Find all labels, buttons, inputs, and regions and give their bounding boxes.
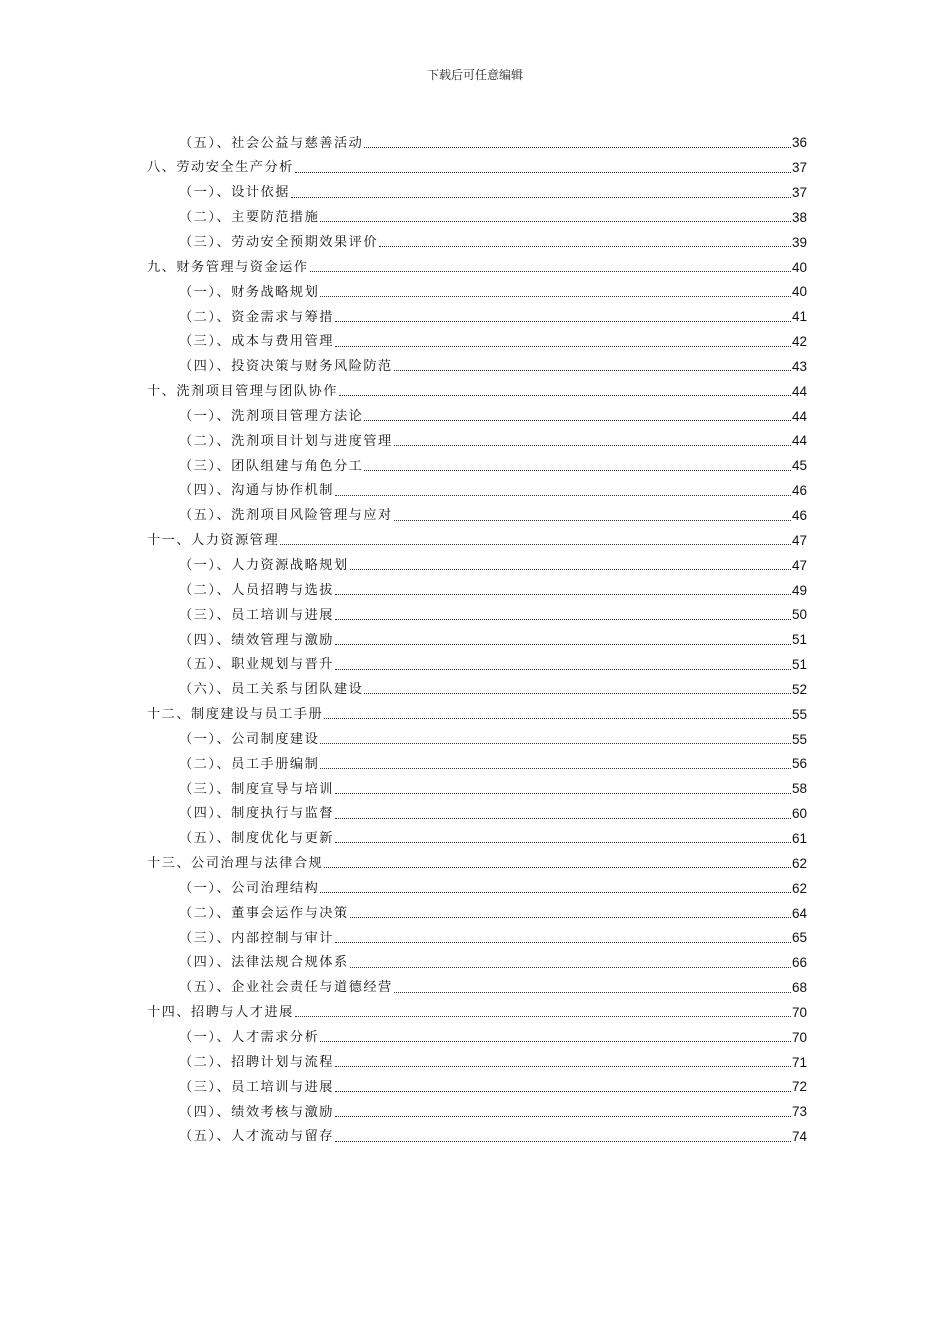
toc-page-number: 40 [791, 284, 807, 300]
toc-page-number: 70 [791, 1029, 807, 1045]
toc-entry-title: （三）、团队组建与角色分工 [179, 458, 364, 474]
toc-section-entry[interactable] [147, 721, 807, 746]
toc-section-entry[interactable] [147, 1119, 807, 1144]
toc-entry-title: （三）、劳动安全预期效果评价 [179, 235, 379, 251]
toc-section-entry[interactable] [147, 920, 807, 945]
toc-dot-leader [335, 619, 791, 620]
toc-dot-leader [335, 495, 791, 496]
toc-page-number: 50 [791, 607, 807, 623]
toc-dot-leader [364, 420, 791, 421]
toc-entry-title: 十四、招聘与人才进展 [147, 1005, 294, 1021]
toc-dot-leader [335, 644, 791, 645]
toc-page-number: 47 [791, 532, 807, 548]
toc-entry-title: （一）、人力资源战略规划 [179, 557, 349, 573]
toc-entry-title: （三）、员工培训与进展 [179, 607, 334, 623]
toc-page-number: 42 [791, 334, 807, 350]
toc-page-number: 36 [791, 135, 807, 151]
toc-page-number: 61 [791, 830, 807, 846]
toc-section-entry[interactable] [147, 398, 807, 423]
toc-page-number: 46 [791, 508, 807, 523]
toc-section-entry[interactable] [147, 498, 807, 523]
toc-page-number: 65 [791, 930, 807, 946]
toc-entry-title: （四）、制度执行与监督 [179, 806, 334, 822]
toc-section-entry[interactable] [147, 1094, 807, 1119]
toc-dot-leader [364, 470, 791, 471]
toc-section-entry[interactable] [147, 200, 807, 225]
toc-section-entry[interactable] [147, 647, 807, 672]
toc-section-entry[interactable] [147, 1019, 807, 1044]
toc-page-number: 40 [791, 259, 807, 275]
toc-page-number: 55 [791, 731, 807, 747]
toc-page-number: 55 [791, 706, 807, 722]
toc-section-entry[interactable] [147, 473, 807, 498]
toc-section-entry[interactable] [147, 349, 807, 374]
toc-dot-leader [320, 892, 791, 893]
toc-section-entry[interactable] [147, 572, 807, 597]
toc-dot-leader [320, 221, 791, 222]
toc-dot-leader [335, 1116, 791, 1117]
toc-page-number: 43 [791, 358, 807, 374]
toc-section-entry[interactable] [147, 597, 807, 622]
toc-entry-title: （一）、洗剂项目管理方法论 [179, 408, 364, 424]
toc-dot-leader [335, 1141, 791, 1142]
toc-entry-title: （五）、社会公益与慈善活动 [179, 135, 364, 151]
toc-chapter-entry[interactable] [147, 995, 807, 1020]
toc-entry-title: （二）、资金需求与筹措 [179, 309, 334, 325]
toc-section-entry[interactable] [147, 622, 807, 647]
toc-section-entry[interactable] [147, 547, 807, 572]
toc-page-number: 72 [791, 1079, 807, 1095]
toc-section-entry[interactable] [147, 423, 807, 448]
toc-page-number: 47 [791, 557, 807, 573]
toc-dot-leader [335, 1066, 791, 1067]
toc-chapter-entry[interactable] [147, 373, 807, 398]
table-of-contents [147, 125, 807, 1144]
toc-entry-title: （四）、绩效考核与激励 [179, 1104, 334, 1120]
toc-entry-title: （五）、洗剂项目风险管理与应对 [179, 508, 393, 524]
toc-entry-title: （二）、员工手册编制 [179, 756, 320, 772]
toc-entry-title: （六）、员工关系与团队建设 [179, 682, 364, 698]
toc-page-number: 70 [791, 1004, 807, 1020]
toc-dot-leader [335, 842, 791, 843]
toc-page-number: 51 [791, 632, 807, 648]
toc-chapter-entry[interactable] [147, 523, 807, 548]
toc-entry-title: （二）、洗剂项目计划与进度管理 [179, 433, 393, 449]
toc-section-entry[interactable] [147, 746, 807, 771]
toc-dot-leader [324, 867, 791, 868]
toc-dot-leader [291, 197, 791, 198]
page-header-note: 下载后可任意编辑 [426, 68, 523, 82]
toc-dot-leader [335, 346, 791, 347]
toc-entry-title: （一）、财务战略规划 [179, 284, 320, 300]
toc-section-entry[interactable] [147, 224, 807, 249]
toc-page-number: 39 [791, 234, 807, 250]
toc-page-number: 64 [791, 905, 807, 921]
toc-dot-leader [364, 693, 791, 694]
toc-entry-title: 九、财务管理与资金运作 [147, 259, 309, 275]
toc-page-number: 37 [791, 160, 807, 176]
toc-page-number: 52 [791, 681, 807, 697]
toc-entry-title: （一）、设计依据 [179, 185, 290, 201]
toc-entry-title: 十三、公司治理与法律合规 [147, 856, 324, 872]
toc-dot-leader [335, 321, 791, 322]
toc-entry-title: （五）、企业社会责任与道德经营 [179, 980, 393, 996]
toc-entry-title: （四）、沟通与协作机制 [179, 483, 334, 499]
toc-entry-title: （三）、员工培训与进展 [179, 1079, 334, 1095]
toc-section-entry[interactable] [147, 895, 807, 920]
toc-dot-leader [350, 917, 791, 918]
toc-page-number: 74 [791, 1129, 807, 1145]
toc-entry-title: （二）、招聘计划与流程 [179, 1054, 334, 1070]
toc-section-entry[interactable] [147, 1069, 807, 1094]
toc-dot-leader [320, 768, 791, 769]
toc-chapter-entry[interactable] [147, 150, 807, 175]
toc-entry-title: 十二、制度建设与员工手册 [147, 707, 324, 723]
toc-entry-title: （五）、职业规划与晋升 [179, 657, 334, 673]
toc-entry-title: （一）、人才需求分析 [179, 1030, 320, 1046]
toc-dot-leader [310, 271, 791, 272]
toc-dot-leader [379, 246, 791, 247]
toc-dot-leader [320, 296, 791, 297]
toc-page-number: 68 [791, 980, 807, 996]
toc-dot-leader [350, 569, 791, 570]
toc-entry-title: （二）、董事会运作与决策 [179, 905, 349, 921]
toc-dot-leader [335, 1091, 791, 1092]
toc-section-entry[interactable] [147, 274, 807, 299]
toc-page-number: 45 [791, 458, 807, 474]
toc-page-number: 38 [791, 209, 807, 225]
toc-entry-title: （四）、投资决策与财务风险防范 [179, 359, 393, 375]
toc-entry-title: 十、洗剂项目管理与团队协作 [147, 384, 338, 400]
toc-section-entry[interactable] [147, 672, 807, 697]
toc-page-number: 37 [791, 185, 807, 201]
toc-section-entry[interactable] [147, 970, 807, 995]
toc-entry-title: （三）、制度宣导与培训 [179, 781, 334, 797]
toc-entry-title: （二）、人员招聘与选拔 [179, 582, 334, 598]
toc-page-number: 60 [791, 806, 807, 822]
toc-page-number: 51 [791, 657, 807, 673]
toc-section-entry[interactable] [147, 1044, 807, 1069]
toc-section-entry[interactable] [147, 945, 807, 970]
toc-dot-leader [394, 370, 791, 371]
toc-page-number: 41 [791, 309, 807, 325]
toc-section-entry[interactable] [147, 870, 807, 895]
toc-entry-title: （四）、绩效管理与激励 [179, 632, 334, 648]
toc-page-number: 44 [791, 383, 807, 399]
toc-dot-leader [295, 1016, 791, 1017]
toc-dot-leader [335, 793, 791, 794]
toc-section-entry[interactable] [147, 448, 807, 473]
toc-dot-leader [339, 395, 791, 396]
toc-section-entry[interactable] [147, 125, 807, 150]
toc-page-number: 66 [791, 955, 807, 971]
toc-entry-title: （一）、公司制度建设 [179, 731, 320, 747]
toc-entry-title: 十一、人力资源管理 [147, 533, 280, 549]
toc-chapter-entry[interactable] [147, 249, 807, 274]
toc-entry-title: 八、劳动安全生产分析 [147, 160, 294, 176]
toc-page-number: 71 [791, 1054, 807, 1070]
toc-page-number: 73 [791, 1104, 807, 1120]
toc-dot-leader [350, 967, 791, 968]
toc-dot-leader [364, 147, 791, 148]
toc-page-number: 62 [791, 855, 807, 871]
toc-entry-title: （一）、公司治理结构 [179, 880, 320, 896]
toc-section-entry[interactable] [147, 796, 807, 821]
toc-entry-title: （五）、制度优化与更新 [179, 831, 334, 847]
toc-section-entry[interactable] [147, 771, 807, 796]
toc-entry-title: （五）、人才流动与留存 [179, 1129, 334, 1145]
toc-dot-leader [320, 743, 791, 744]
toc-page-number: 44 [791, 408, 807, 424]
toc-dot-leader [394, 520, 791, 521]
toc-section-entry[interactable] [147, 175, 807, 200]
toc-entry-title: （三）、内部控制与审计 [179, 930, 334, 946]
toc-dot-leader [335, 818, 791, 819]
toc-entry-title: （二）、主要防范措施 [179, 210, 320, 226]
toc-page-number: 49 [791, 582, 807, 598]
toc-dot-leader [280, 544, 791, 545]
toc-dot-leader [335, 594, 791, 595]
toc-dot-leader [324, 718, 791, 719]
toc-chapter-entry[interactable] [147, 696, 807, 721]
toc-dot-leader [295, 172, 791, 173]
toc-dot-leader [394, 445, 791, 446]
toc-page-number: 46 [791, 483, 807, 499]
toc-dot-leader [335, 942, 791, 943]
toc-entry-title: （四）、法律法规合规体系 [179, 955, 349, 971]
toc-page-number: 62 [791, 880, 807, 896]
toc-dot-leader [335, 669, 791, 670]
toc-page-number: 56 [791, 756, 807, 772]
toc-dot-leader [394, 992, 791, 993]
toc-page-number: 58 [791, 781, 807, 797]
toc-section-entry[interactable] [147, 299, 807, 324]
toc-page-number: 44 [791, 433, 807, 449]
toc-entry-title: （三）、成本与费用管理 [179, 334, 334, 350]
toc-section-entry[interactable] [147, 821, 807, 846]
toc-section-entry[interactable] [147, 324, 807, 349]
toc-chapter-entry[interactable] [147, 845, 807, 870]
toc-dot-leader [320, 1041, 791, 1042]
